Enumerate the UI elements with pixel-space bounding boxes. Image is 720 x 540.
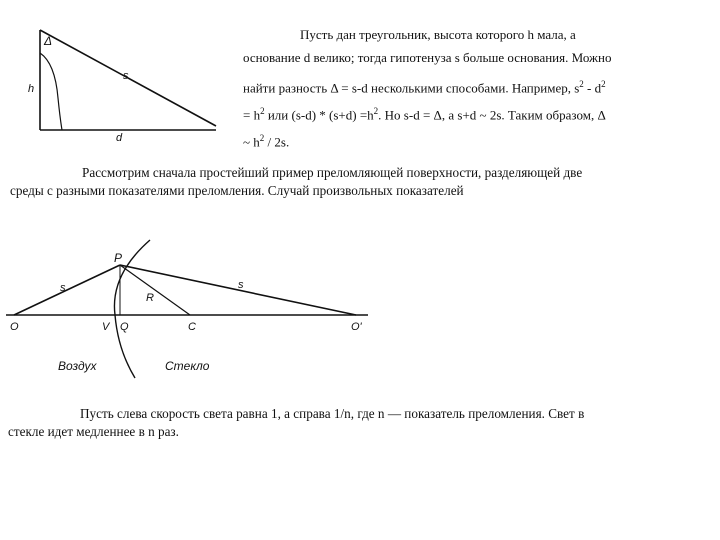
paragraph-surface [10,164,710,200]
paragraph-surface-line-1: Рассмотрим сначала простейший пример преломляющей поверхности, разделяющей две [82,165,583,180]
intro-line-1: Пусть дан треугольник, высота которого h мала, а [300,27,576,42]
triangle-arc [40,53,62,130]
label-O-prime: O' [351,321,362,333]
label-s-left: s [60,282,66,294]
label-air: Воздух [58,359,97,373]
label-d: d [116,132,123,143]
label-h: h [28,83,35,95]
intro-line-5: ~ $h^2 / 2s$. [243,133,290,150]
paragraph-speed-line-2: стекле идет медленнее в n раз. [8,424,179,439]
label-R: R [146,292,154,304]
label-Q: Q [120,321,129,333]
label-s-right: s [238,279,244,291]
intro-line-3: найти разность Δ = s-d несколькими способами. Например, $s^2 - d^2$ [243,79,606,96]
label-s: s [123,70,129,82]
triangle-figure [20,18,230,143]
label-glass: Стекло [165,359,210,373]
label-P: P [114,251,123,265]
paragraph-surface-line-2: среды с разными показателями преломления. Случай произвольных показателей [10,183,464,198]
label-C: C [188,321,196,333]
label-V: V [102,321,110,333]
label-delta: Δ [44,34,53,48]
intro-line-2: основание d велико; тогда гипотенуза s больше основания. Можно [243,50,612,65]
intro-line-4: = $h^2$ или $(s-d) * (s+d) =h^2$. Но s-d = Δ, а s+d ~ 2s. Таким образом, Δ [243,106,606,123]
paragraph-speed [8,405,712,441]
refraction-figure [0,235,380,380]
paragraph-speed-line-1: Пусть слева скорость света равна 1, а справа 1/n, где n — показатель преломления. Свет в [80,406,585,421]
label-O: O [10,321,19,333]
ray-left [14,265,120,315]
